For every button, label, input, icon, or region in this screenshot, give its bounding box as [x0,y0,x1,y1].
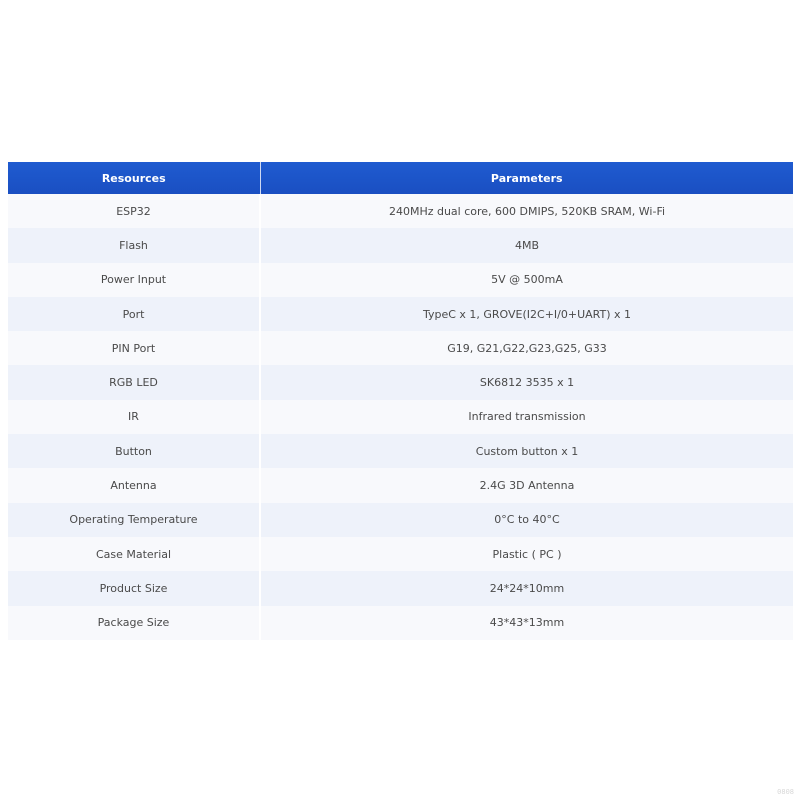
parameter-cell: 2.4G 3D Antenna [260,468,793,502]
parameter-cell: Plastic ( PC ) [260,537,793,571]
table-row [8,297,793,331]
table-row [8,400,793,434]
table-body [8,194,793,640]
resource-cell: Power Input [8,263,260,297]
table-row [8,365,793,399]
table-row [8,606,793,640]
table-row [8,331,793,365]
resource-cell: Product Size [8,571,260,605]
resource-cell: Button [8,434,260,468]
table-row [8,571,793,605]
resource-cell: Case Material [8,537,260,571]
header-parameters: Parameters [260,162,793,194]
specifications-table [8,162,793,640]
resource-cell: Package Size [8,606,260,640]
parameter-cell: 0°C to 40°C [260,503,793,537]
resource-cell: Flash [8,228,260,262]
watermark-text: 0808 [777,788,794,796]
table-row [8,263,793,297]
resource-cell: PIN Port [8,331,260,365]
parameter-cell: 5V @ 500mA [260,263,793,297]
table-row [8,468,793,502]
parameter-cell: 24*24*10mm [260,571,793,605]
resource-cell: ESP32 [8,194,260,228]
resource-cell: RGB LED [8,365,260,399]
resource-cell: Port [8,297,260,331]
parameter-cell: TypeC x 1, GROVE(I2C+I/0+UART) x 1 [260,297,793,331]
parameter-cell: Custom button x 1 [260,434,793,468]
table-row [8,537,793,571]
parameter-cell: 43*43*13mm [260,606,793,640]
table-row [8,228,793,262]
parameter-cell: Infrared transmission [260,400,793,434]
header-row [8,162,793,194]
table-row [8,503,793,537]
header-resources: Resources [8,162,260,194]
table-row [8,434,793,468]
resource-cell: IR [8,400,260,434]
table-row [8,194,793,228]
resource-cell: Antenna [8,468,260,502]
parameter-cell: 4MB [260,228,793,262]
parameter-cell: 240MHz dual core, 600 DMIPS, 520KB SRAM, Wi-Fi [260,194,793,228]
parameter-cell: SK6812 3535 x 1 [260,365,793,399]
parameter-cell: G19, G21,G22,G23,G25, G33 [260,331,793,365]
resource-cell: Operating Temperature [8,503,260,537]
table-header [8,162,793,194]
